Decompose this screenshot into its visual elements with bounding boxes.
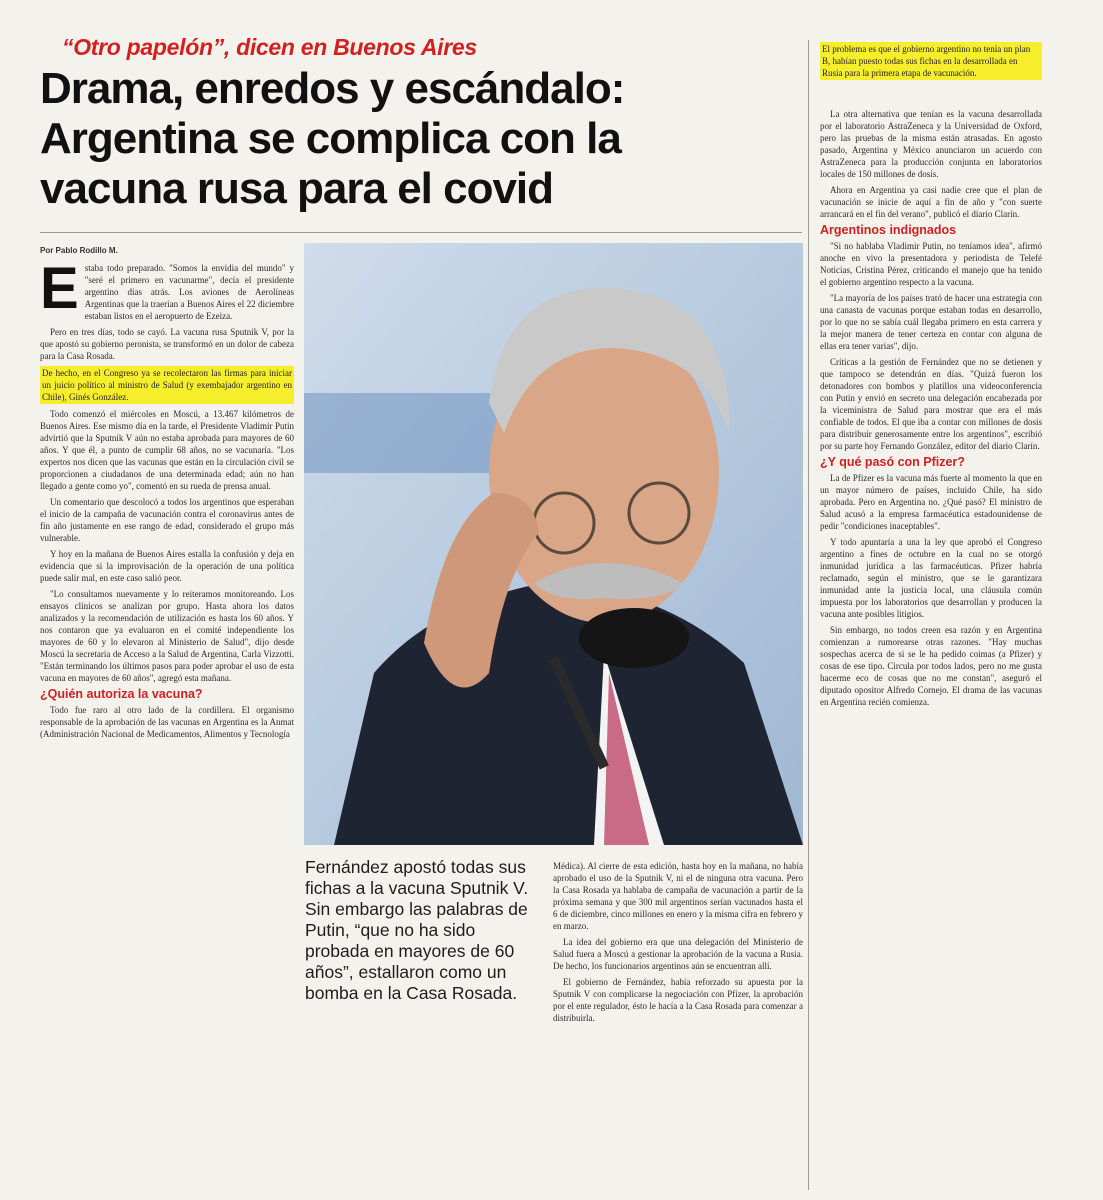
column-4-highlight [820, 42, 1042, 80]
paragraph: staba todo preparado. "Somos la envidia del mundo" y "seré el primero en vacunarme", decía el presidente argentino días atrás. Los aviones de Aerolíneas Argentinas que la traerían a Buenos Aires el 22 diciembre estaban listos en el aeropuerto de Ezeiza. [84, 263, 294, 321]
headline [40, 64, 740, 214]
highlighted-paragraph: El problema es que el gobierno argentino no tenía un plan B, habían puesto todas sus fichas en la desarrollada en Rusia para la primera etapa de vacunación. [820, 42, 1042, 80]
highlighted-paragraph: De hecho, en el Congreso ya se recolectaron las firmas para iniciar un juicio político al ministro de Salud (y exembajador argentino en Chile), Ginés González. [42, 368, 292, 402]
headline-line: Argentina se complica con la [40, 114, 621, 163]
pull-quote: Fernández apostó todas sus fichas a la vacuna Sputnik V. Sin embargo las palabras de Putin, “que no ha sido probada en mayores de 60 años”, estallaron como un bomba en la Casa Rosada. [305, 857, 529, 1003]
president-photo [304, 243, 803, 845]
paragraph: Médica). Al cierre de esta edición, hasta hoy en la mañana, no había aprobado el uso de la Sputnik V, ni el de ninguna otra vacuna. Pero la Casa Rosada ya hablaba de campaña de vacunación a partir de la próxima semana y que 300 mil argentinos serían vacunados hasta el 6 de diciembre, cinco millones en enero y la misma cifra en febrero y en marzo. [553, 861, 803, 931]
paragraph: Y hoy en la mañana de Buenos Aires estalla la confusión y deja en evidencia que si la improvisación de la operación de una política puede salir mal, en este caso salió peor. [40, 549, 294, 583]
paragraph: La idea del gobierno era que una delegación del Ministerio de Salud fuera a Moscú a gestionar la aprobación de la vacuna a Rusia. De hecho, los funcionarios argentinos aún se encuentran allí. [553, 937, 803, 971]
paragraph: "Si no hablaba Vladimir Putin, no teníamos idea", afirmó anoche en vivo la presentadora y periodista de Telefé Noticias, Cristina Pérez, criticando el manejo que ha tenido el gobierno argentino respecto a la vacuna. [820, 241, 1042, 287]
paragraph: Ahora en Argentina ya casi nadie cree que el plan de vacunación se inicie de aquí a fin de año y "con suerte arrancará en el fin del verano", publicó el diario Clarín. [820, 185, 1042, 219]
paragraph: La de Pfizer es la vacuna más fuerte al momento la que en un mayor número de países, incluido Chile, ha sido aprobada. Pero en Argentina no. ¿Qué pasó? El ministro de Salud acusó a la empresa farmacéutica estadounidense de pedir "condiciones inaceptables". [820, 473, 1042, 531]
paragraph: Un comentario que descolocó a todos los argentinos que esperaban el inicio de la campaña de vacunación contra el coronavirus antes de fin año justamente en ese rango de edad, considerado el grupo más vulnerable. [40, 497, 294, 543]
paragraph: Y todo apuntaría a una la ley que aprobó el Congreso argentino a fines de octubre en la cual no se otorgó inmunidad jurídica a las farmacéuticas. Pfizer habría reclamado, según el ministro, que se le garantizara inmunidad ante la justicia local, una cláusula común impuesta por los laboratorios que desarrollan y producen la vacuna ante posibles litigios. [820, 537, 1042, 619]
byline: Por Pablo Rodillo M. [40, 246, 118, 255]
column-4 [820, 108, 1042, 712]
paragraph: "La mayoría de los países trató de hacer una estrategia con una canasta de vacunas porque estaban todas en desarrollo, por lo que no se sabía cuál llegaba primero en esta carrera y la mejor manera de tener certeza en contar con alguna de ellas era tener varias", dijo. [820, 293, 1042, 351]
kicker: “Otro papelón”, dicen en Buenos Aires [62, 34, 477, 60]
paragraph: Todo comenzó el miércoles en Moscú, a 13.467 kilómetros de Buenos Aires. Ese mismo día en la tarde, el Presidente Vladimir Putin advirtió que la Sputnik V aún no estaba aprobada para mayores de 60 años. Y que él, a punto de cumplir 68 años, no se vacunaría. "Los expertos nos dicen que las vacunas que están en la circulación civil se proporcionen a ciudadanos de una determinada edad; aún no han llegado a gente como yo", comentó en su rueda de prensa anual. [40, 409, 294, 491]
subhead: ¿Quién autoriza la vacuna? [40, 687, 203, 701]
divider [808, 40, 809, 1190]
headline-line: vacuna rusa para el covid [40, 164, 554, 213]
paragraph: Sin embargo, no todos creen esa razón y en Argentina comienzan a rumorearse otras razones. "Hay muchas sospechas acerca de si se le ha pedido coimas (a Pfizer) y cosas de ese tipo. Circula por todos lados, pero no me gusta hacerme eco de cosas que no me constan", aseguró el diputado opositor Alfredo Cornejo. El drama de las vacunas en Argentina recién comienza. [820, 625, 1042, 707]
subhead: ¿Y qué pasó con Pfizer? [820, 455, 965, 469]
paragraph: Todo fue raro al otro lado de la cordillera. El organismo responsable de la aprobación de las vacunas en Argentina es la Anmat (Administración Nacional de Medicamentos, Alimentos y Tecnología [40, 705, 294, 739]
photo-illustration [304, 243, 803, 845]
paragraph: El gobierno de Fernández, había reforzado su apuesta por la Sputnik V con complicarse la negociación con Pfizer, la aprobación por el ente regulador, ésto le hacía a la Casa Rosada para comenzar a distribuirla. [553, 977, 803, 1023]
paragraph: "Lo consultamos nuevamente y lo reiteramos monitoreando. Los ensayos clínicos se analizan por grupo. Hasta ahora los datos analizados y la recomendación de utilización es hasta los 60 años. Y nos contaron que ya evaluaron en el comité independiente los mayores de 60 y lo elevaron al Ministerio de Salud", dijo desde Moscú la secretaria de Acceso a la Salud de Argentina, Carla Vizzotti. "Están terminando los últimos pasos para poder aprobar el uso de esta vacuna en mayores de 60 años", agregó esta mañana. [40, 589, 294, 683]
subhead: Argentinos indignados [820, 223, 957, 237]
column-1 [40, 256, 294, 744]
paragraph: La otra alternativa que tenían es la vacuna desarrollada por el laboratorio AstraZeneca y la Universidad de Oxford, pero las pruebas de la misma están atrasadas. En agosto pasado, Argentina y México anunciaron un acuerdo con AstraZeneca para la producción conjunta en laboratorios locales de 150 millones de dosis. [820, 109, 1042, 179]
headline-line: Drama, enredos y escándalo: [40, 64, 625, 113]
drop-cap: E [40, 256, 79, 321]
column-3 [553, 860, 803, 1028]
paragraph: Pero en tres días, todo se cayó. La vacuna rusa Sputnik V, por la que apostó su gobierno peronista, se transformó en un dolor de cabeza para la Casa Rosada. [40, 327, 294, 361]
paragraph: Críticas a la gestión de Fernández que no se detienen y que tampoco se detendrán en días. "Quizá fueron los detonadores con bombos y platillos una videoconferencia con Putin y envió en secreto una delegación encabezada por la viceministra de Salud para mostrar que era el más confiable de todos. El que iba a contar con millones de dosis para distribuir generosamente entre los argentinos", escribió por su parte hoy Fernando González, editor del diario Clarín. [820, 357, 1042, 451]
divider [40, 232, 802, 233]
